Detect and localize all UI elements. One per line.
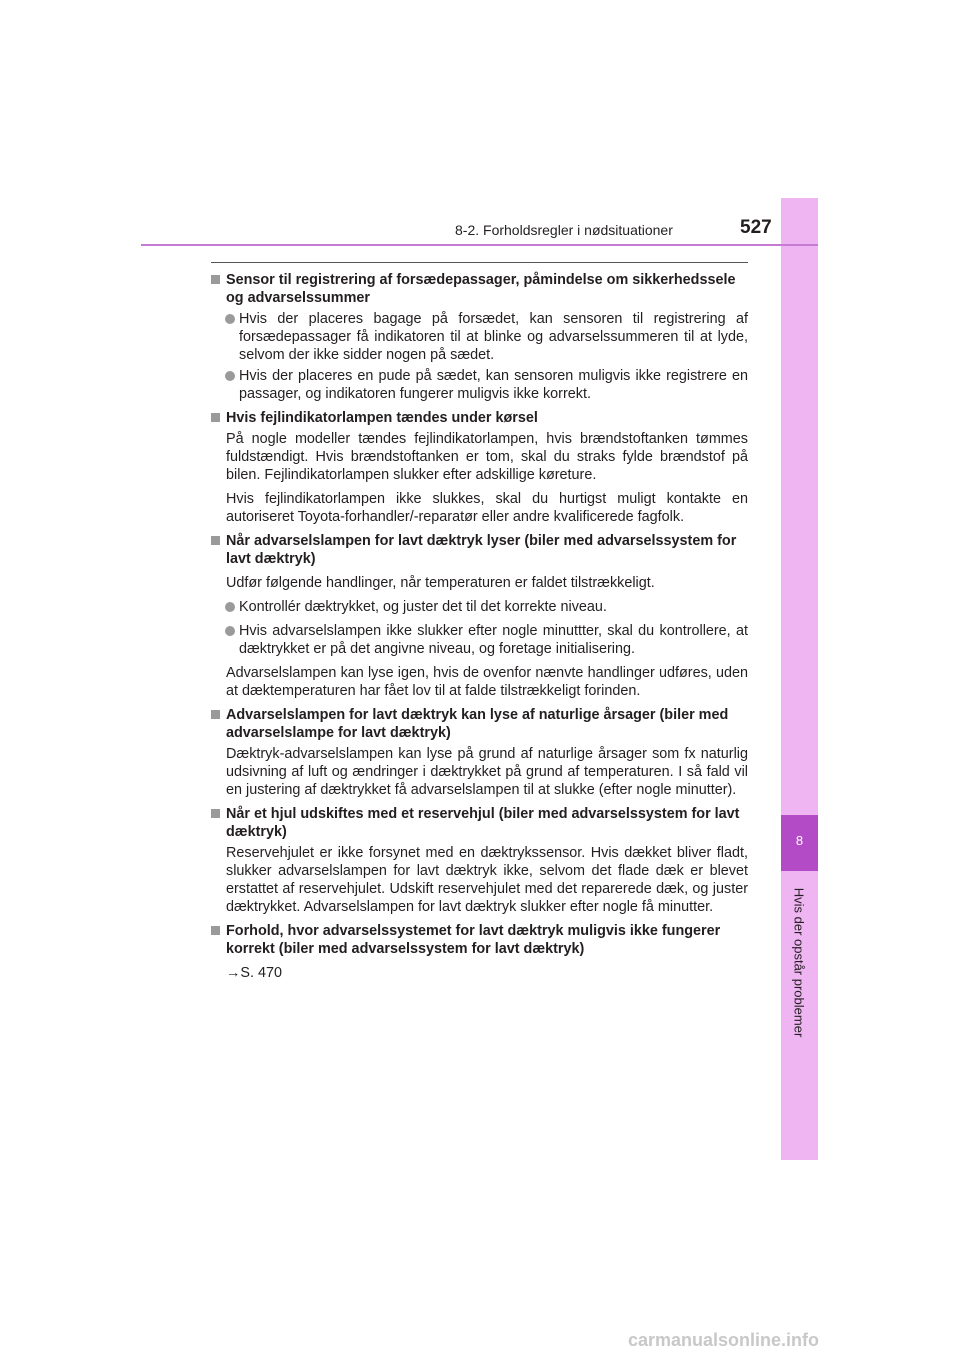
bullet-item	[211, 367, 748, 403]
section-heading	[211, 706, 748, 742]
section-title: Hvis fejlindikatorlampen tændes under kørsel	[226, 410, 538, 426]
paragraph: Dæktryk-advarselslampen kan lyse på grund af naturlige årsager som fx naturlig udsivning af luft og ændringer i dæktrykket på grund af temperaturen. I så fald vil en justering af dæktrykket få advarselslampen til at slukke (efter nogle minutter).	[226, 746, 748, 798]
section-header: 8-2. Forholdsregler i nødsituationer	[455, 222, 673, 238]
bullet-text: Hvis der placeres en pude på sædet, kan sensoren muligvis ikke registrere en passager, og indikatoren fungerer muligvis ikke korrekt.	[239, 368, 748, 402]
square-bullet-icon	[211, 926, 220, 935]
round-bullet-icon	[225, 371, 235, 381]
bullet-text: Hvis der placeres bagage på forsædet, kan sensoren til registrering af forsædepassager få indikatoren til at blinke og advarselssummeren til at lyde, selvom der ikke sidder nogen på sædet.	[239, 311, 748, 363]
chapter-number: 8	[795, 833, 804, 848]
chapter-number-tab	[781, 815, 818, 871]
section-heading	[211, 532, 748, 568]
square-bullet-icon	[211, 275, 220, 284]
section-heading	[211, 922, 748, 958]
page-reference-link[interactable]: →S. 470	[226, 965, 282, 981]
chapter-title: Hvis der opstår problemer	[791, 887, 807, 1038]
round-bullet-icon	[225, 314, 235, 324]
page-content	[211, 269, 748, 982]
section-heading	[211, 409, 748, 427]
bullet-item	[211, 598, 748, 616]
section-title: Sensor til registrering af forsædepassager, påmindelse om sikkerhedssele og advarselssummer	[226, 272, 736, 306]
content-rule	[211, 262, 748, 263]
watermark: carmanualsonline.info	[628, 1330, 820, 1350]
bullet-text: Kontrollér dæktrykket, og juster det til det korrekte niveau.	[239, 599, 607, 615]
square-bullet-icon	[211, 413, 220, 422]
round-bullet-icon	[225, 626, 235, 636]
header-divider	[141, 244, 818, 246]
paragraph: Hvis fejlindikatorlampen ikke slukkes, skal du hurtigst muligt kontakte en autoriseret Toyota-forhandler/-reparatør eller andre kvalificerede fagfolk.	[226, 491, 748, 525]
square-bullet-icon	[211, 536, 220, 545]
paragraph: På nogle modeller tændes fejlindikatorlampen, hvis brændstoftanken tømmes fuldstændigt. Hvis brændstoftanken er tom, skal du straks fylde brændstof på bilen. Fejlindikatorlampen slukker efter adskillige køreture.	[226, 431, 748, 483]
section-heading	[211, 805, 748, 841]
square-bullet-icon	[211, 710, 220, 719]
bullet-item	[211, 310, 748, 364]
bullet-item	[211, 622, 748, 658]
paragraph: Reservehjulet er ikke forsynet med en dæktrykssensor. Hvis dækket bliver fladt, slukker advarselslampen for lavt dæktryk ikke, selvom det flade dæk er blevet erstattet af reservehjulet. Udskift reservehjulet med det reparerede dæk, og juster dæktrykket. Advarselslampen for lavt dæktryk slukker efter nogle få minutter.	[226, 845, 748, 915]
bullet-text: Hvis advarselslampen ikke slukker efter nogle minuttter, skal du kontrollere, at dæktrykket er på det angivne niveau, og foretage initialisering.	[239, 623, 748, 657]
section-heading	[211, 271, 748, 307]
section-title: Når advarselslampen for lavt dæktryk lyser (biler med advarselssystem for lavt dæktryk)	[226, 533, 737, 567]
section-title: Forhold, hvor advarselssystemet for lavt dæktryk muligvis ikke fungerer korrekt (biler med advarselssystem for lavt dæktryk)	[226, 923, 721, 957]
square-bullet-icon	[211, 809, 220, 818]
round-bullet-icon	[225, 602, 235, 612]
paragraph: Udfør følgende handlinger, når temperaturen er faldet tilstrækkeligt.	[226, 575, 655, 591]
paragraph: Advarselslampen kan lyse igen, hvis de ovenfor nænvte handlinger udføres, uden at dæktemperaturen har fået lov til at falde tilstrækkeligt forinden.	[226, 665, 748, 699]
section-title: Når et hjul udskiftes med et reservehjul (biler med advarselssystem for lavt dæktryk)	[226, 806, 740, 840]
section-title: Advarselslampen for lavt dæktryk kan lyse af naturlige årsager (biler med advarselslampe for lavt dæktryk)	[226, 707, 729, 741]
page-number: 527	[740, 217, 772, 238]
